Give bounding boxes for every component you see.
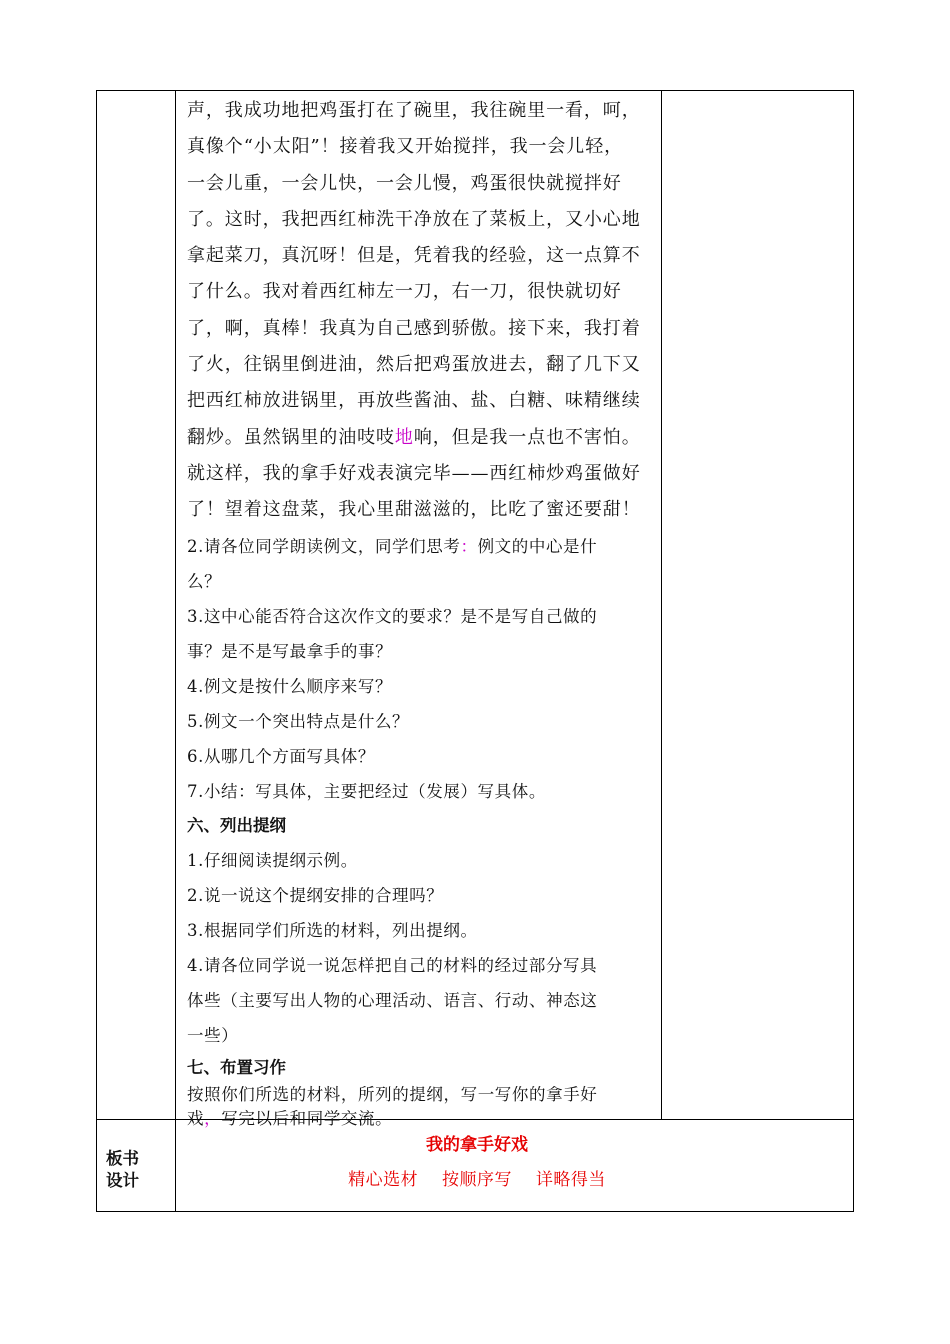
label-line: 板书 [106,1149,139,1168]
question-2-cont: 么？ [187,571,222,591]
question-2 [187,529,659,564]
label-line: 设计 [106,1171,139,1190]
essay-line: 了！望着这盘菜，我心里甜滋滋的，比吃了蜜还要甜！ [187,499,641,521]
outline-item: 2.说一说这个提纲安排的合理吗？ [187,885,444,905]
essay-text: 翻炒。虽然锅里的油吱吱 [187,426,395,448]
question-5: 5.例文一个突出特点是什么？ [187,711,410,731]
essay-line: 把西红柿放进锅里，再放些酱油、盐、白糖、味精继续 [187,390,641,412]
section-6-heading: 六、列出提纲 [187,815,286,835]
question-4: 4.例文是按什么顺序来写？ [187,676,393,696]
section-7-heading: 七、布置习作 [187,1057,286,1077]
highlighted-colon: ： [460,536,478,556]
lesson-content [187,91,659,1131]
board-design-label [106,1148,139,1192]
question-text: 例文的中心是什 [477,536,598,556]
column-divider-left [175,91,176,1211]
essay-line: 真像个“小太阳”！接着我又开始搅拌，我一会儿轻， [187,136,624,158]
question-7: 7.小结：写具体，主要把经过（发展）写具体。 [187,781,546,801]
board-title: 我的拿手好戏 [426,1135,528,1155]
essay-line: 就这样，我的拿手好戏表演完毕——西红柿炒鸡蛋做好 [187,462,641,484]
essay-line: 了。这时，我把西红柿洗干净放在了菜板上，又小心地 [187,208,641,230]
essay-line: 一会儿重，一会儿快，一会儿慢，鸡蛋很快就搅拌好 [187,172,622,194]
outline-item-4-cont: 体些（主要写出人物的心理活动、语言、行动、神态这 [187,990,598,1010]
assignment-text: 写完以后和同学交流。 [221,1108,393,1128]
column-divider-right [661,91,662,1120]
discussion-questions [187,529,659,809]
section-assignment [187,1053,659,1131]
essay-line: 了什么。我对着西红柿左一刀，右一刀，很快就切好 [187,281,622,303]
outline-item-4-cont: 一些） [187,1025,239,1045]
assignment-line [187,1107,659,1131]
assignment-text: 戏 [187,1108,205,1128]
outline-item-4: 4.请各位同学说一说怎样把自己的材料的经过部分写具 [187,955,598,975]
outline-item: 3.根据同学们所选的材料，列出提纲。 [187,920,478,940]
essay-line: 了火，往锅里倒进油，然后把鸡蛋放进去，翻了几下又 [187,354,641,376]
question-6: 6.从哪几个方面写具体？ [187,746,375,766]
board-points [177,1165,777,1190]
essay-line: 了，啊，真棒！我真为自己感到骄傲。接下来，我打着 [187,317,641,339]
question-3-cont: 事？是不是写最拿手的事？ [187,641,393,661]
question-text: 2.请各位同学朗读例文，同学们思考 [187,536,461,556]
essay-line: 声，我成功地把鸡蛋打在了碗里，我往碗里一看，呵， [187,100,641,121]
outline-item: 1.仔细阅读提纲示例。 [187,850,358,870]
board-point: 按顺序写 [442,1170,512,1190]
essay-text: 响，但是我一点也不害怕。 [413,426,641,448]
essay-line [187,420,659,456]
essay-line: 拿起菜刀，真沉呀！但是，凭着我的经验，这一点算不 [187,245,641,267]
board-point: 详略得当 [535,1170,606,1190]
question-3: 3.这中心能否符合这次作文的要求？是不是写自己做的 [187,606,598,626]
board-point: 精心选材 [348,1170,419,1190]
highlighted-comma: ， [204,1108,222,1128]
assignment-line: 按照你们所选的材料，所列的提纲，写一写你的拿手好 [187,1084,598,1104]
example-essay [187,93,659,529]
lesson-table [96,90,854,1212]
section-outline [187,809,659,1053]
highlighted-char: 地 [394,426,414,448]
